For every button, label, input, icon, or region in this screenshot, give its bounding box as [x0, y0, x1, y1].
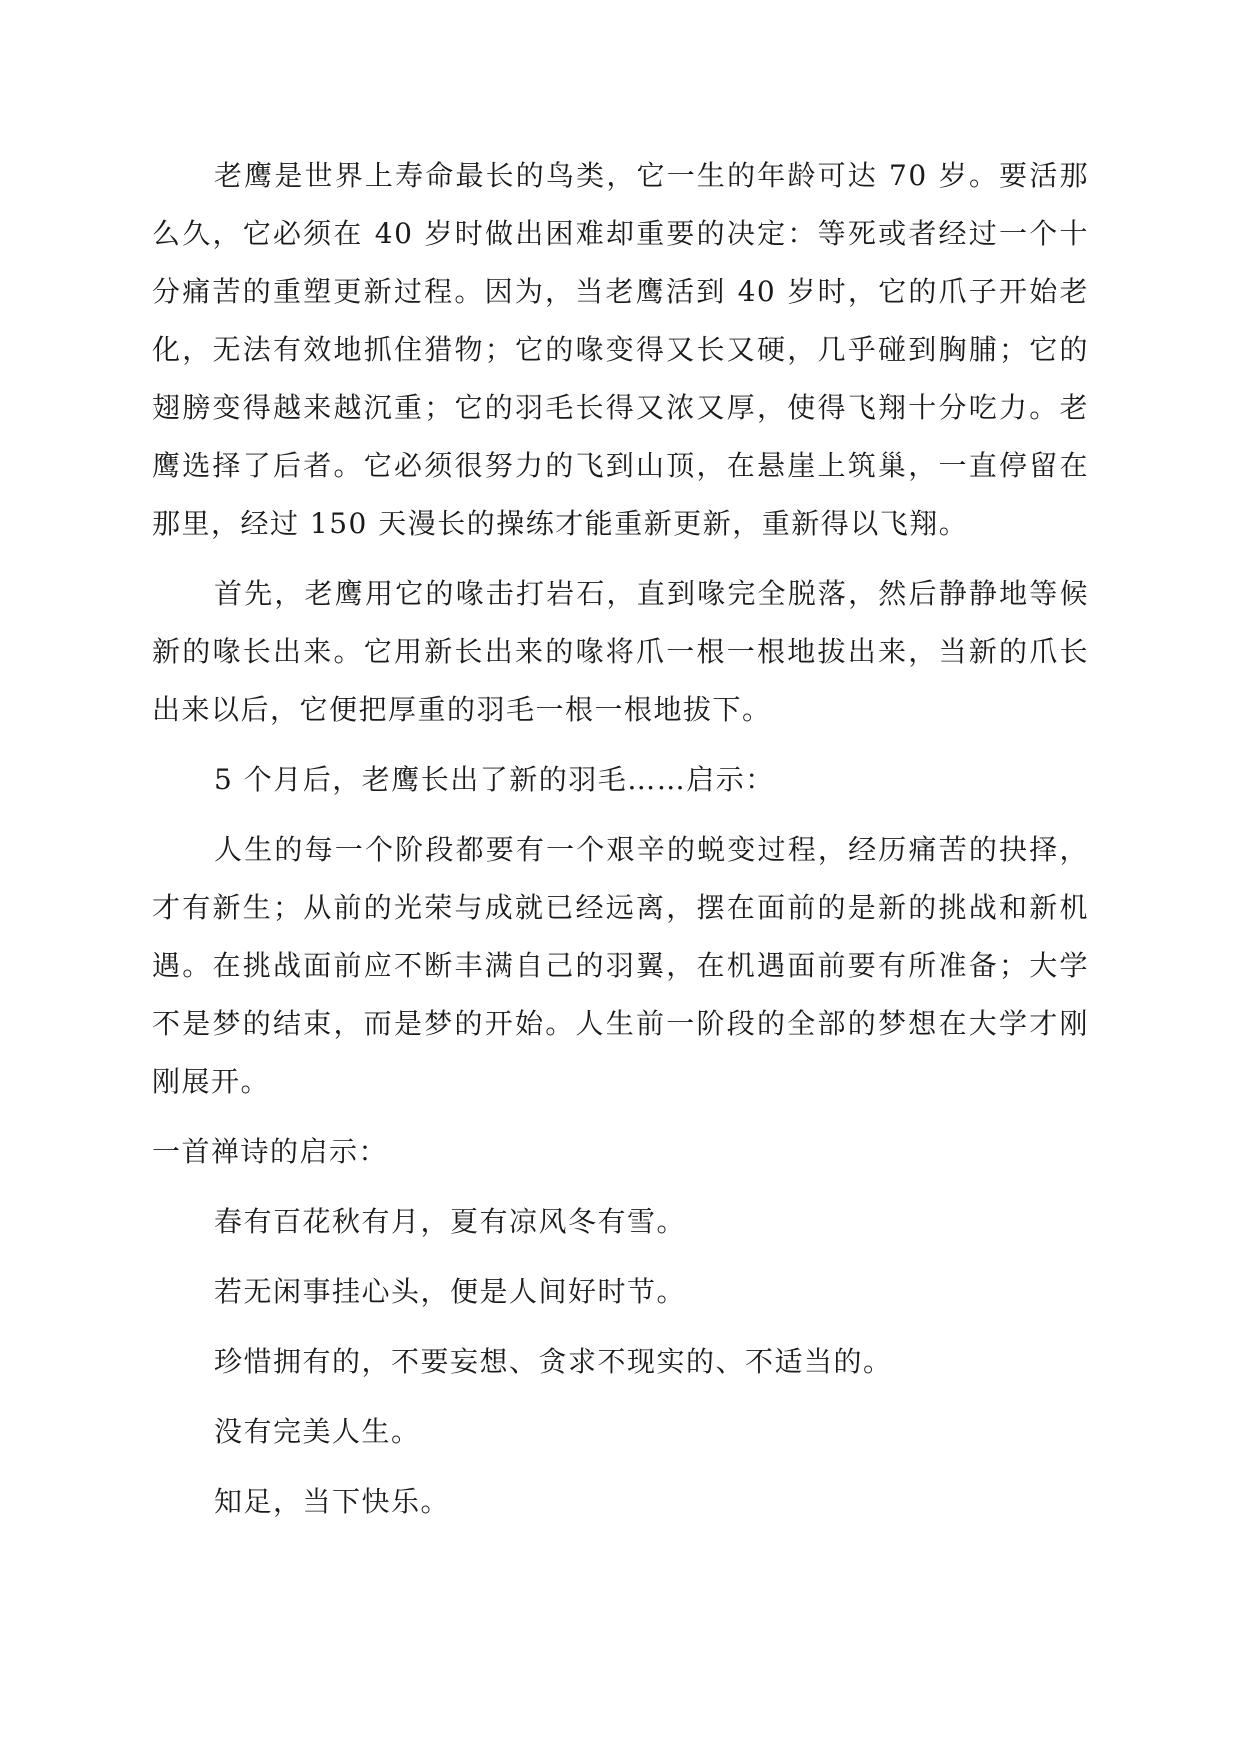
poem-line: 没有完美人生。	[214, 1415, 421, 1448]
document-body	[152, 147, 1089, 1543]
poem-line: 春有百花秋有月，夏有凉风冬有雪。	[214, 1205, 687, 1238]
poem-line: 若无闲事挂心头，便是人间好时节。	[214, 1275, 687, 1308]
paragraph-life-lesson: 人生的每一个阶段都要有一个艰辛的蜕变过程，经历痛苦的抉择，才有新生；从前的光荣与成就已经远离，摆在面前的是新的挑战和新机遇。在挑战面前应不断丰满自己的羽翼，在机遇面前要有所准备；大学不是梦的结束，而是梦的开始。人生前一阶段的全部的梦想在大学才刚刚展开。	[152, 833, 1089, 1098]
paragraph-zen-poem-heading: 一首禅诗的启示：	[152, 1135, 389, 1168]
paragraph-five-months: 5 个月后，老鹰长出了新的羽毛……启示：	[214, 763, 775, 796]
poem-line: 珍惜拥有的，不要妄想、贪求不现实的、不适当的。	[214, 1345, 893, 1378]
poem-line: 知足，当下快乐。	[214, 1485, 451, 1518]
paragraph-eagle-renewal: 首先，老鹰用它的喙击打岩石，直到喙完全脱落，然后静静地等候新的喙长出来。它用新长出来的喙将爪一根一根地拔出来，当新的爪长出来以后，它便把厚重的羽毛一根一根地拔下。	[152, 577, 1089, 726]
paragraph-eagle-lifespan: 老鹰是世界上寿命最长的鸟类，它一生的年龄可达 70 岁。要活那么久，它必须在 40 岁时做出困难却重要的决定：等死或者经过一个十分痛苦的重塑更新过程。因为，当老鹰活到 40 岁时，它的爪子开始老化，无法有效地抓住猎物；它的喙变得又长又硬，几乎碰到胸脯；它的翅膀变得越来越沉重；它的羽毛长得又浓又厚，使得飞翔十分吃力。老鹰选择了后者。它必须很努力的飞到山顶，在悬崖上筑巢，一直停留在那里，经过 150 天漫长的操练才能重新更新，重新得以飞翔。	[152, 159, 1089, 540]
